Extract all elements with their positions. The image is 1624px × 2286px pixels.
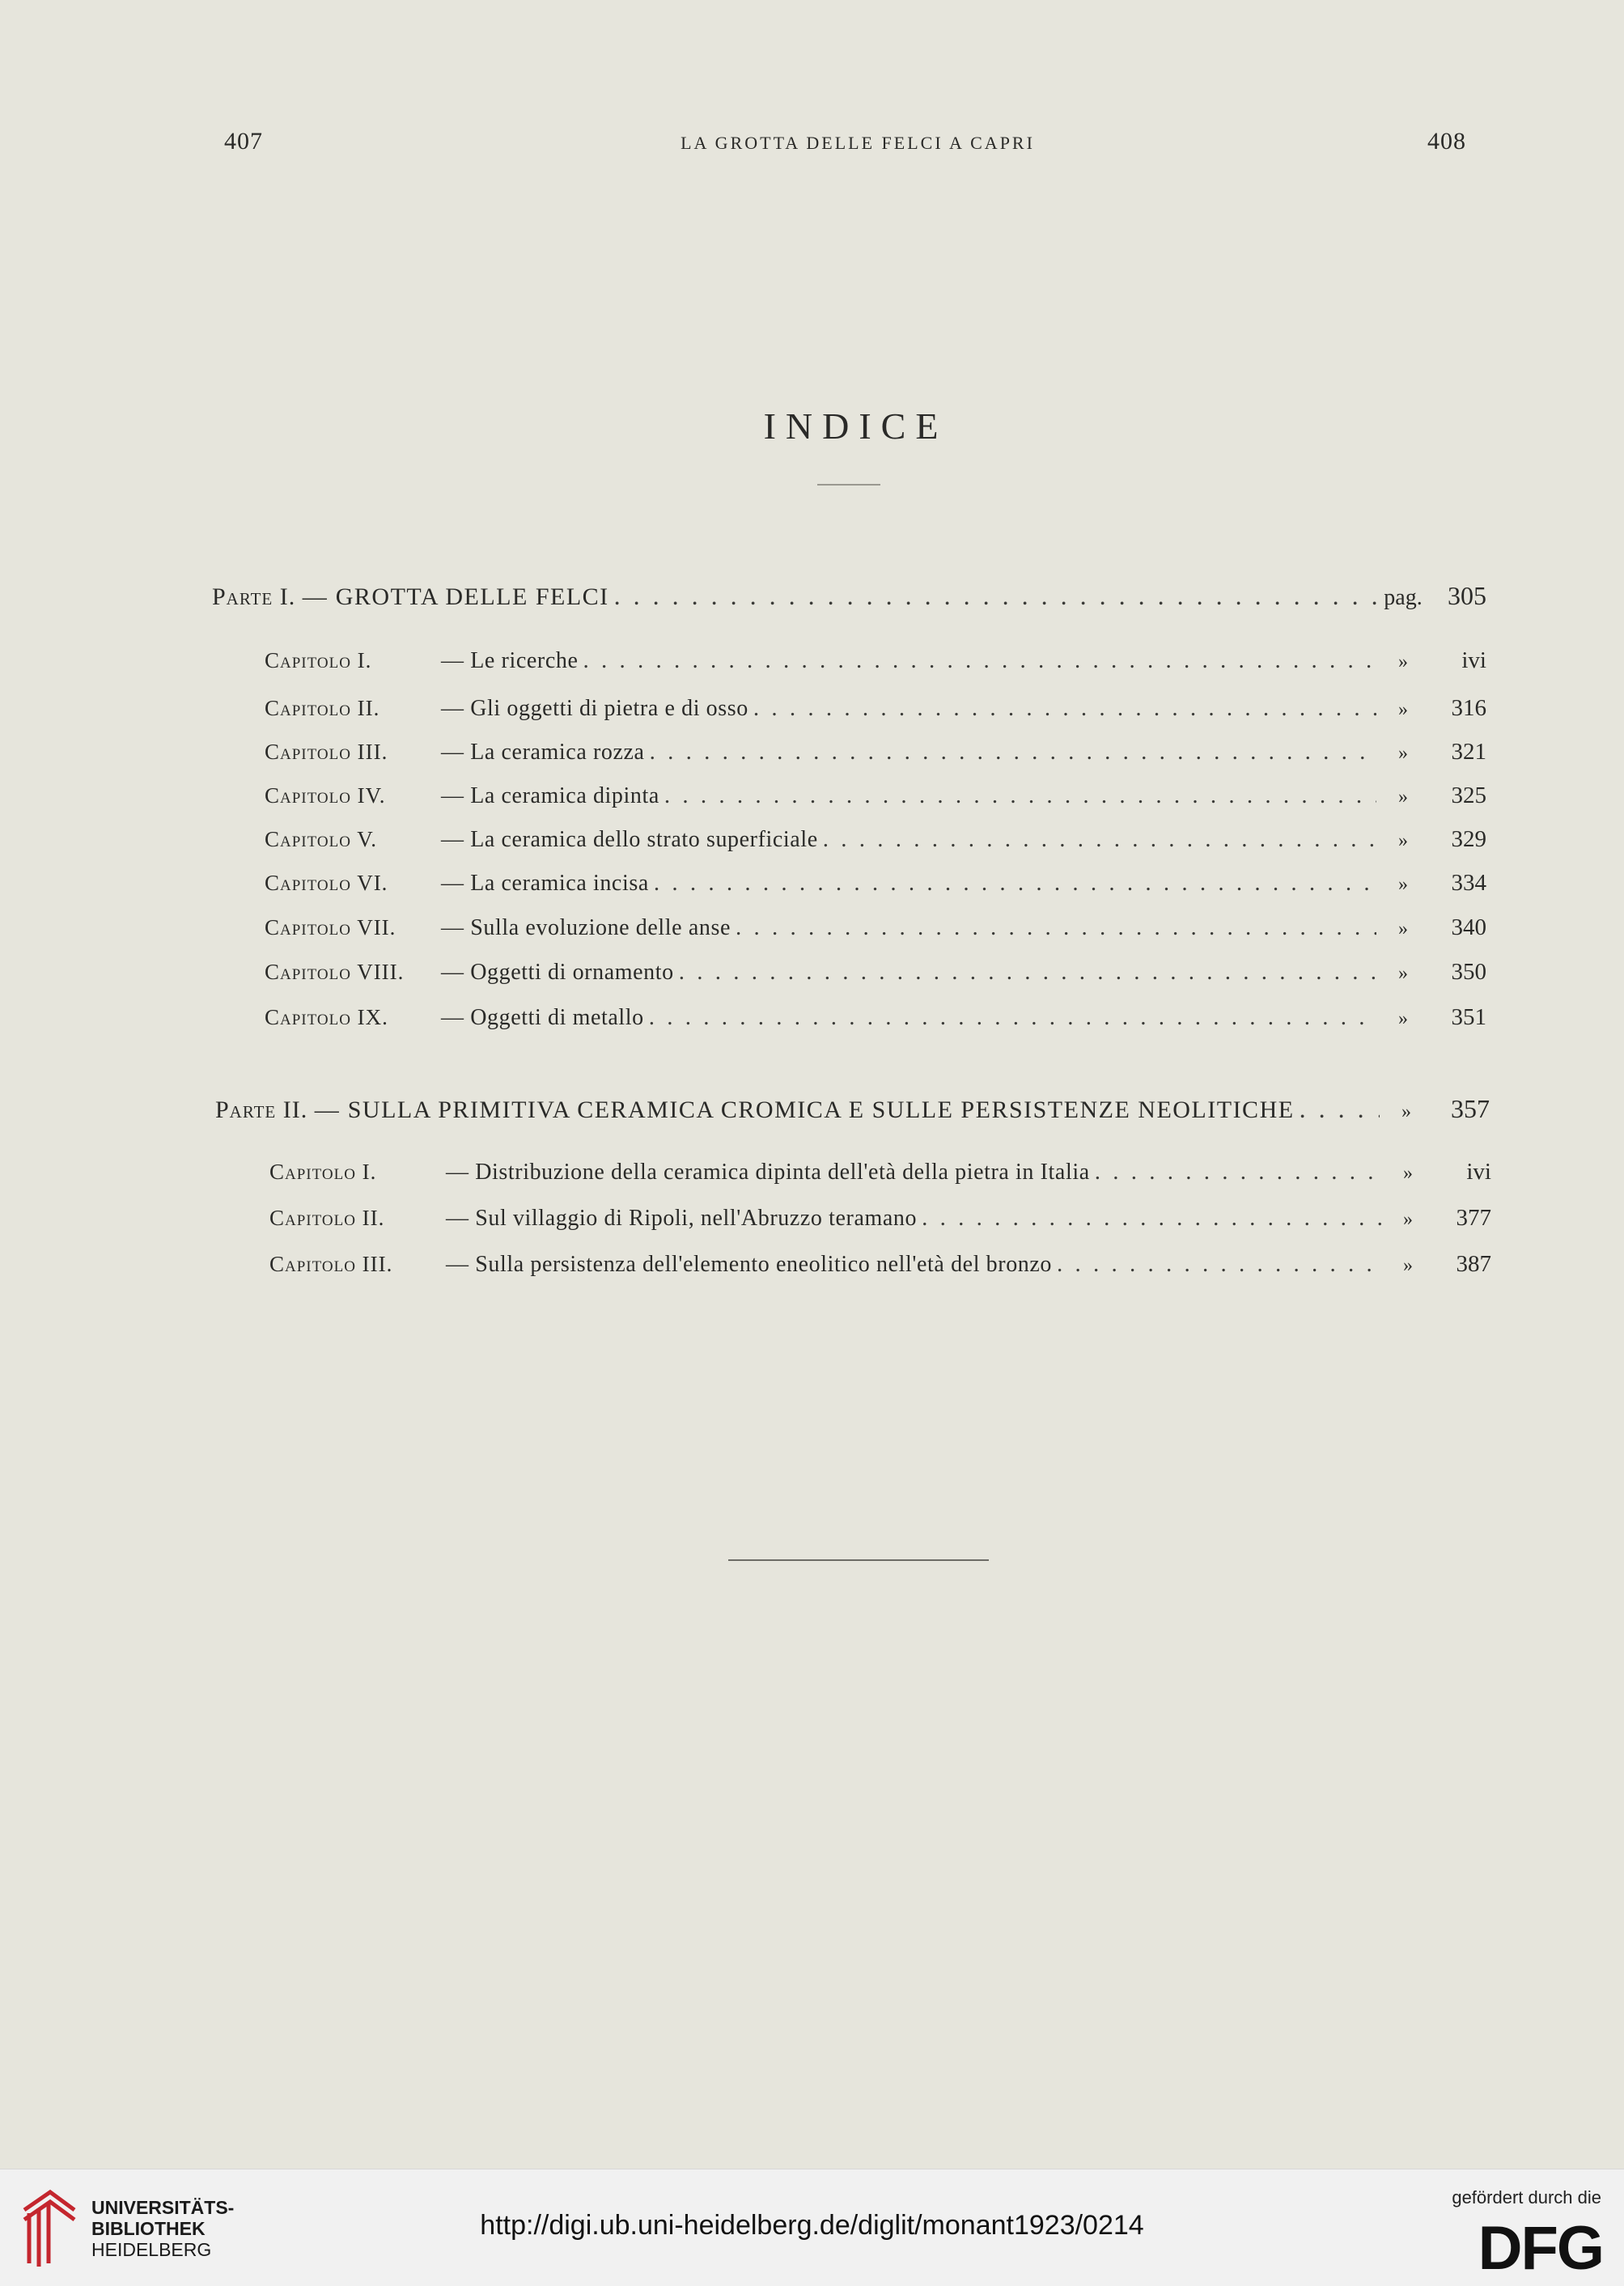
- toc-chapter: [265, 870, 1486, 897]
- chapter-label: Capitolo I.: [265, 648, 372, 672]
- dot-leader: [1300, 1094, 1380, 1124]
- toc-chapter: [269, 1205, 1491, 1232]
- page-number-right: 408: [1427, 128, 1466, 155]
- chapter-label: Capitolo IV.: [265, 783, 386, 808]
- toc-chapter: [265, 1004, 1486, 1031]
- chapter-label: Capitolo VI.: [265, 871, 388, 895]
- end-rule: [728, 1559, 989, 1561]
- dot-leader: [1095, 1159, 1381, 1185]
- page-number-left: 407: [224, 128, 263, 155]
- chapter-title: — La ceramica rozza: [441, 740, 645, 765]
- chapter-title: — La ceramica incisa: [441, 871, 649, 896]
- ditto-mark: »: [1403, 1209, 1413, 1230]
- dot-leader: [614, 581, 1376, 611]
- toc-chapter: [265, 782, 1486, 809]
- part-title: GROTTA DELLE FELCI: [335, 583, 609, 610]
- index-title: INDICE: [763, 405, 948, 447]
- dot-leader: [649, 1004, 1376, 1031]
- chapter-label: Capitolo I.: [269, 1160, 377, 1184]
- chapter-title: — Oggetti di ornamento: [441, 960, 674, 985]
- dot-leader: [753, 695, 1376, 722]
- dot-leader: [679, 959, 1376, 986]
- dot-leader: [583, 647, 1376, 674]
- chapter-label: Capitolo VII.: [265, 915, 396, 939]
- digitization-footer: [0, 2169, 1624, 2286]
- page-ref: 316: [1451, 695, 1486, 721]
- ditto-mark: »: [1398, 830, 1408, 851]
- dot-leader: [654, 870, 1376, 897]
- page-ref: 321: [1451, 739, 1486, 765]
- ditto-mark: »: [1398, 918, 1408, 939]
- ditto-mark: »: [1398, 651, 1408, 672]
- part-label: Parte II. —: [215, 1096, 340, 1123]
- page-ref: ivi: [1461, 647, 1486, 673]
- chapter-title: — Sul villaggio di Ripoli, nell'Abruzzo teramano: [446, 1206, 918, 1231]
- chapter-label: Capitolo III.: [269, 1252, 393, 1276]
- chapter-label: Capitolo III.: [265, 740, 388, 764]
- toc-part-2: [215, 1094, 1490, 1124]
- dot-leader: [736, 914, 1376, 941]
- ditto-mark: »: [1398, 743, 1408, 764]
- permalink-url[interactable]: http://digi.ub.uni-heidelberg.de/diglit/monant1923/0214: [480, 2210, 1144, 2241]
- chapter-label: Capitolo V.: [265, 827, 377, 851]
- page-ref: 334: [1451, 870, 1486, 896]
- toc-chapter: [265, 914, 1486, 941]
- ditto-mark: »: [1398, 1008, 1408, 1029]
- toc-chapter: [265, 826, 1486, 853]
- ditto-mark: »: [1398, 787, 1408, 808]
- chapter-title: — Gli oggetti di pietra e di osso: [441, 696, 748, 721]
- chapter-title: — La ceramica dello strato superficiale: [441, 827, 818, 852]
- chapter-label: Capitolo II.: [265, 696, 380, 720]
- ditto-mark: »: [1398, 874, 1408, 895]
- page-ref: 387: [1456, 1251, 1491, 1277]
- page-ref: 357: [1451, 1094, 1490, 1123]
- chapter-title: — Sulla persistenza dell'elemento eneolitico nell'età del bronzo: [446, 1252, 1053, 1277]
- library-name-line: BIBLIOTHEK: [91, 2218, 206, 2239]
- chapter-title: — Sulla evoluzione delle anse: [441, 915, 731, 940]
- toc-chapter: [269, 1159, 1491, 1185]
- ditto-mark: »: [1398, 699, 1408, 720]
- toc-part-1: [212, 581, 1486, 611]
- page-abbrev: pag.: [1384, 585, 1423, 610]
- dot-leader: [1057, 1251, 1381, 1278]
- dot-leader: [823, 826, 1376, 853]
- page-ref: 340: [1451, 914, 1486, 940]
- ditto-mark: »: [1403, 1255, 1413, 1276]
- chapter-title: — Le ricerche: [441, 648, 579, 673]
- running-title: LA GROTTA DELLE FELCI A CAPRI: [681, 133, 1035, 153]
- dot-leader: [664, 782, 1376, 809]
- chapter-title: — Oggetti di metallo: [441, 1005, 644, 1030]
- funder-text: gefördert durch die: [1452, 2187, 1601, 2208]
- toc-chapter: [265, 647, 1486, 674]
- chapter-label: Capitolo IX.: [265, 1005, 388, 1029]
- toc-chapter: [265, 739, 1486, 766]
- dot-leader: [650, 739, 1376, 766]
- library-name-line: HEIDELBERG: [91, 2239, 212, 2260]
- part-label: Parte I. —: [212, 583, 328, 610]
- page-ref: ivi: [1466, 1159, 1491, 1185]
- page-ref: 305: [1448, 581, 1486, 610]
- toc-chapter: [265, 959, 1486, 986]
- ditto-mark: »: [1398, 963, 1408, 984]
- page-ref: 329: [1451, 826, 1486, 852]
- chapter-label: Capitolo II.: [269, 1206, 385, 1230]
- page-ref: 351: [1451, 1004, 1486, 1030]
- title-rule: [817, 484, 880, 486]
- page-ref: 350: [1451, 959, 1486, 985]
- chapter-title: — La ceramica dipinta: [441, 783, 659, 808]
- chapter-label: Capitolo VIII.: [265, 960, 405, 984]
- dfg-logo: DFG: [1478, 2214, 1603, 2283]
- page-ref: 377: [1456, 1205, 1491, 1231]
- library-name-line: UNIVERSITÄTS-: [91, 2197, 235, 2218]
- page-ref: 325: [1451, 782, 1486, 808]
- part-title: SULLA PRIMITIVA CERAMICA CROMICA E SULLE PERSISTENZE NEOLITICHE: [347, 1096, 1295, 1123]
- toc-chapter: [265, 695, 1486, 722]
- ditto-mark: »: [1401, 1101, 1411, 1122]
- toc-chapter: [269, 1251, 1491, 1278]
- ditto-mark: »: [1403, 1163, 1413, 1184]
- dot-leader: [922, 1205, 1381, 1232]
- chapter-title: — Distribuzione della ceramica dipinta dell'età della pietra in Italia: [446, 1160, 1090, 1185]
